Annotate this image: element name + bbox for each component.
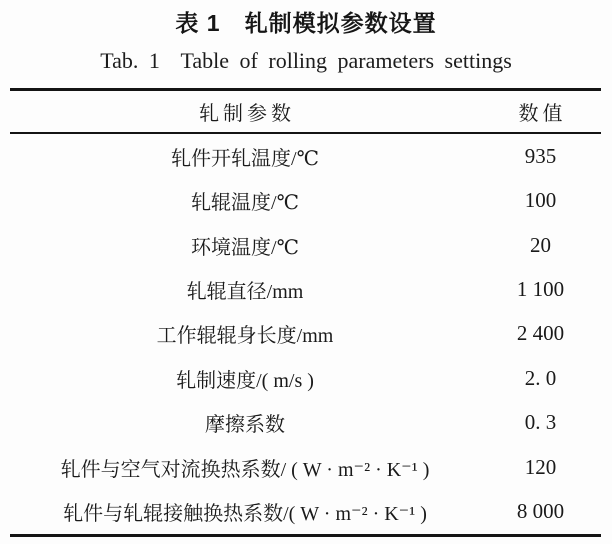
parameter-label: 轧辊直径/mm	[186, 281, 304, 304]
column-header-value: 数值	[518, 103, 567, 125]
parameter-value: 2 400	[516, 321, 565, 346]
parameters-table	[10, 88, 601, 537]
parameter-value: 20	[530, 232, 551, 257]
table-row	[10, 356, 601, 400]
parameter-label: 轧件与空气对流换热系数/ ( W · m⁻² · K⁻¹ )	[60, 458, 430, 481]
parameter-value: 8 000	[516, 499, 565, 524]
parameter-label: 环境温度/℃	[191, 236, 299, 259]
parameter-label: 轧制速度/( m/s )	[176, 369, 314, 392]
column-header-parameter: 轧制参数	[199, 103, 295, 125]
table-caption-zh: 表 1 轧制模拟参数设置	[175, 10, 437, 36]
parameter-value: 1 100	[516, 277, 565, 302]
table-header-row	[10, 91, 601, 134]
parameter-label: 轧件与轧辊接触换热系数/( W · m⁻² · K⁻¹ )	[63, 503, 427, 526]
table-row	[10, 312, 601, 356]
table-row	[10, 267, 601, 311]
parameter-value: 100	[524, 188, 557, 213]
parameter-value: 120	[524, 454, 557, 479]
table-body	[10, 134, 601, 534]
table-row	[10, 445, 601, 489]
parameter-value: 2. 0	[524, 365, 557, 390]
table-row	[10, 490, 601, 534]
parameter-label: 轧件开轧温度/℃	[171, 147, 319, 170]
table-caption-en: Tab. 1 Table of rolling parameters settings	[100, 48, 512, 73]
parameter-value: 0. 3	[524, 410, 557, 435]
parameter-label: 摩擦系数	[205, 414, 285, 437]
table-row	[10, 178, 601, 222]
table-row	[10, 134, 601, 178]
parameter-label: 工作辊辊身长度/mm	[156, 325, 334, 348]
table-row	[10, 223, 601, 267]
parameter-value: 935	[524, 143, 557, 168]
table-row	[10, 401, 601, 445]
parameter-label: 轧辊温度/℃	[191, 192, 299, 215]
